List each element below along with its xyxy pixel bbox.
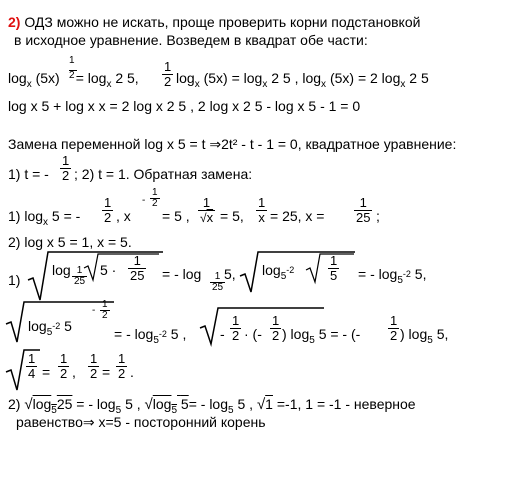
inner-radical-1 bbox=[84, 252, 164, 282]
substitution-line: Замена переменной log x 5 = t ⇒2t² - t - 1 = 0, квадратное уравнение: bbox=[8, 136, 457, 152]
intro-text-1: ОДЗ можно не искать, проще проверить корни подстановкой bbox=[24, 14, 421, 30]
check2-frac-c: $\frac{1}{2}$ bbox=[390, 313, 398, 343]
check2-frac-b: $\frac{1}{2}$ bbox=[272, 313, 280, 343]
case1-frac-1: $\frac{1}{2}$ bbox=[104, 195, 112, 225]
check1-inner5-frac: $\frac{1}{5}$ bbox=[330, 253, 338, 283]
exp-half-den: 2 bbox=[69, 70, 77, 81]
check1-inner-frac: $\frac{1}{25}$ bbox=[130, 253, 145, 283]
eq1-left: $\log_x (5x) = \log_x 2$ 5, bbox=[8, 70, 139, 90]
equation-2: log x 5 + log x x = 2 log x 2 5 , 2 log x 2 5 - log x 5 - 1 = 0 bbox=[8, 98, 361, 114]
problem-number: 2) bbox=[8, 14, 21, 30]
check3-frac-b: $\frac{1}{2}$ bbox=[90, 351, 98, 381]
check3-sqrt-frac: $\frac{1}{4}$ bbox=[28, 351, 36, 381]
root-1-prefix: 1) t = - bbox=[8, 166, 49, 182]
case1-recip-sqrt: $\frac{1}{√x}$ bbox=[200, 195, 214, 225]
root-2-text: ; 2) t = 1. Обратная замена: bbox=[74, 166, 253, 182]
eq1-right: $\log_x (5x) = \log_x 2$ 5 , $\log_x (5x) = 2$ $\log_x 2$ 5 bbox=[176, 70, 429, 90]
case1-exp-frac: $\frac{1}{2}$ bbox=[152, 187, 158, 209]
case-2-line: 2) log x 5 = 1, x = 5. bbox=[8, 234, 132, 250]
check2-frac-a: $\frac{1}{2}$ bbox=[232, 313, 240, 343]
check3-frac-a: $\frac{1}{2}$ bbox=[60, 351, 68, 381]
conclusion-line: равенство⇒ x=5 - посторонний корень bbox=[16, 414, 266, 430]
check-4-line: 2) $√\log_525$ = - $\log_5 5$ , $√\log_5$ $5= - \log_5 5$ , √1 =-1, 1 = -1 - неверное bbox=[8, 396, 416, 416]
intro-line-1 bbox=[8, 14, 420, 30]
case1-x-frac: $\frac{1}{25}$ bbox=[356, 195, 371, 225]
root-1-frac: $\frac{1}{2}$ bbox=[62, 153, 70, 183]
case1-recip-x: $\frac{1}{x}$ bbox=[258, 195, 266, 225]
check1-rhs-base: $\frac{1}{25}$ bbox=[212, 271, 224, 293]
intro-line-2: в исходное уравнение. Возведем в квадрат обе части: bbox=[14, 32, 368, 48]
eq1-half-frac: $\frac{1}{2}$ bbox=[164, 59, 172, 89]
exp-half-num: 1 bbox=[69, 55, 75, 66]
check1-base: $\frac{1}{25}$ bbox=[74, 265, 86, 287]
check2-exp-frac: $\frac{1}{2}$ bbox=[102, 299, 108, 321]
check3-frac-c: $\frac{1}{2}$ bbox=[118, 351, 126, 381]
